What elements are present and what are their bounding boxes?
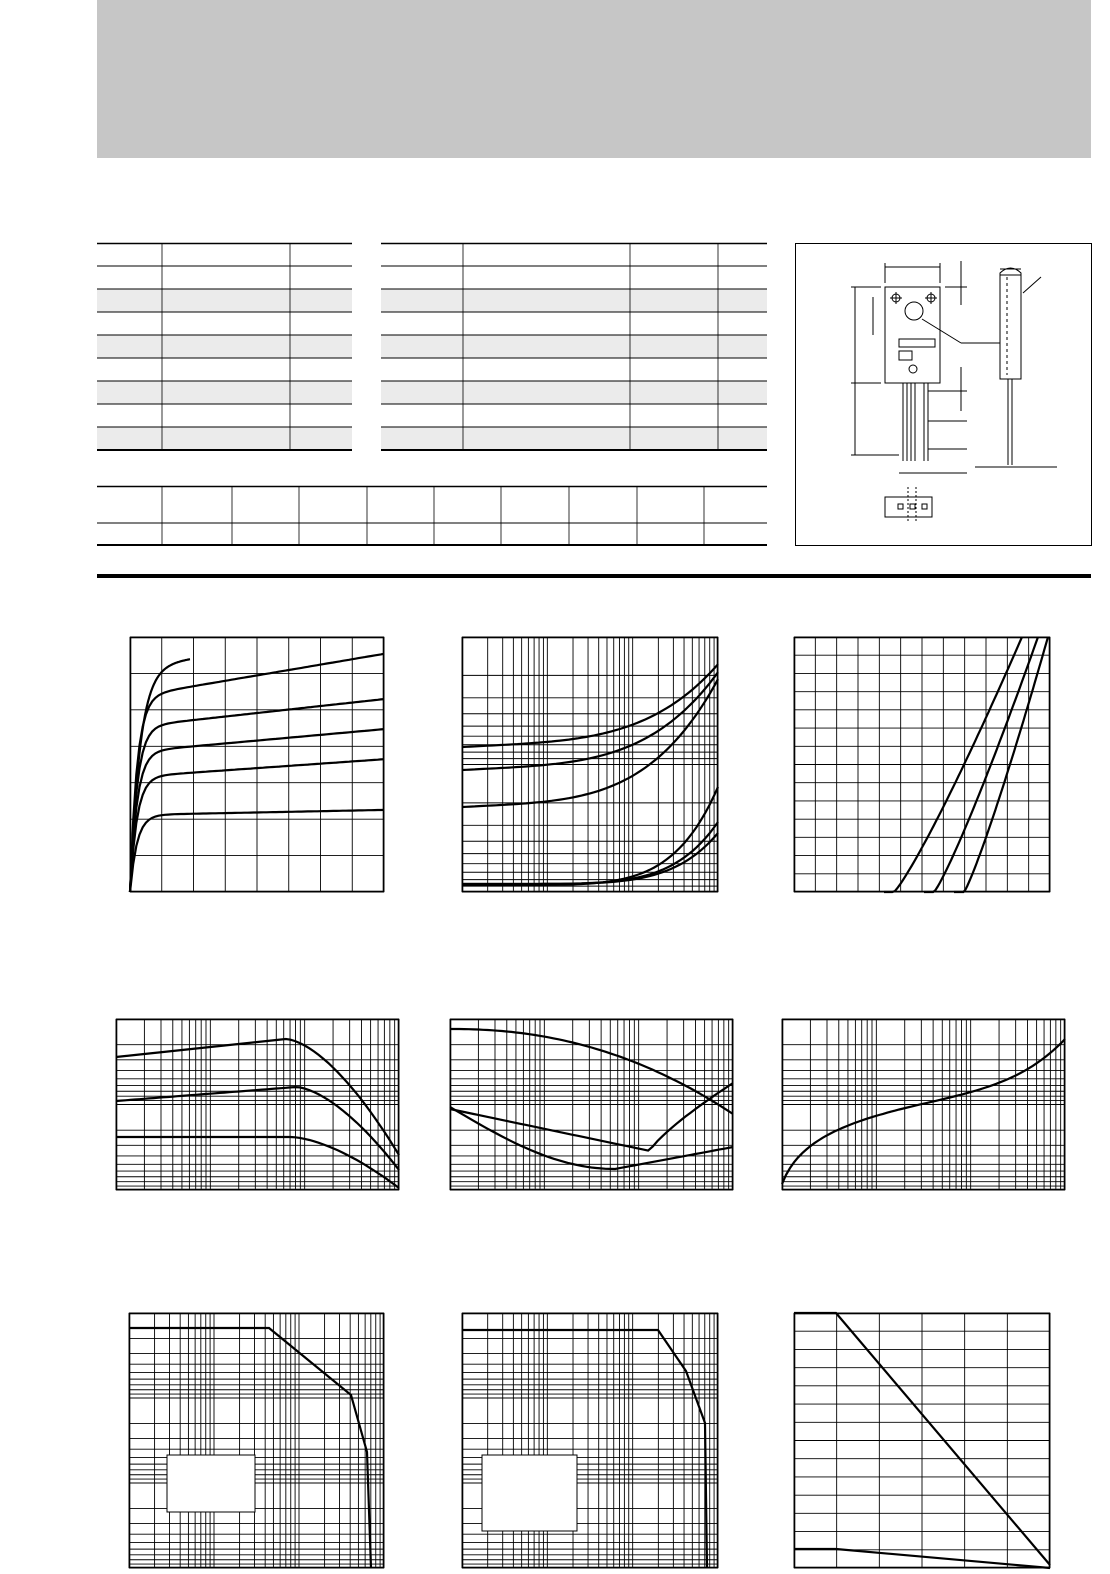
table-body	[381, 243, 767, 450]
table-row	[97, 381, 352, 404]
header-band	[97, 0, 1091, 158]
chart-curve-6	[462, 833, 718, 884]
table-row	[381, 381, 767, 404]
characteristic-chart-9	[794, 1313, 1050, 1568]
table-row	[381, 312, 767, 335]
package-front-view	[851, 261, 1000, 473]
chart-grid	[462, 637, 718, 892]
bottom-table	[97, 486, 767, 548]
table-row	[381, 289, 767, 312]
table-row	[381, 404, 767, 427]
chart-frame	[130, 1314, 384, 1568]
table-row	[97, 427, 352, 450]
characteristic-chart-3	[794, 637, 1050, 892]
chart-curve-1	[782, 1039, 1065, 1184]
table-row	[97, 266, 352, 289]
table-row	[97, 312, 352, 335]
table-row	[381, 358, 767, 381]
table-row	[97, 404, 352, 427]
characteristic-chart-8	[462, 1313, 718, 1568]
table-body	[97, 486, 767, 545]
characteristic-chart-2	[462, 637, 718, 892]
table-row	[97, 289, 352, 312]
section-divider	[97, 574, 1091, 578]
table-row	[97, 335, 352, 358]
characteristics-table	[381, 243, 767, 453]
chart-curve-3	[116, 1137, 399, 1188]
table-row	[381, 335, 767, 358]
characteristic-chart-7	[129, 1313, 384, 1568]
package-bottom-view	[885, 487, 932, 521]
characteristic-chart-1	[130, 637, 384, 892]
package-side-view	[975, 268, 1057, 467]
chart-curve-2	[116, 1087, 399, 1170]
table-row	[381, 427, 767, 450]
characteristic-chart-4	[116, 1019, 399, 1190]
chart-grid	[450, 1019, 733, 1190]
package-outline-drawing	[795, 243, 1092, 547]
chart-curve-4	[462, 787, 718, 885]
chart-curve-5	[462, 822, 718, 884]
chart-grid	[794, 637, 1050, 892]
chart-inset-box	[167, 1455, 255, 1512]
chart-grid	[794, 1313, 1050, 1568]
chart-curve-2	[462, 672, 718, 770]
chart-grid	[116, 1019, 399, 1190]
table-row	[97, 358, 352, 381]
table-body	[97, 243, 352, 450]
characteristic-chart-5	[450, 1019, 733, 1190]
chart-inset-box	[482, 1455, 577, 1531]
chart-curve-1	[450, 1029, 733, 1114]
ratings-table	[97, 243, 353, 453]
characteristic-chart-6	[782, 1019, 1065, 1190]
table-row	[381, 266, 767, 289]
chart-grid	[129, 1313, 384, 1568]
chart-curve-2	[450, 1083, 733, 1151]
